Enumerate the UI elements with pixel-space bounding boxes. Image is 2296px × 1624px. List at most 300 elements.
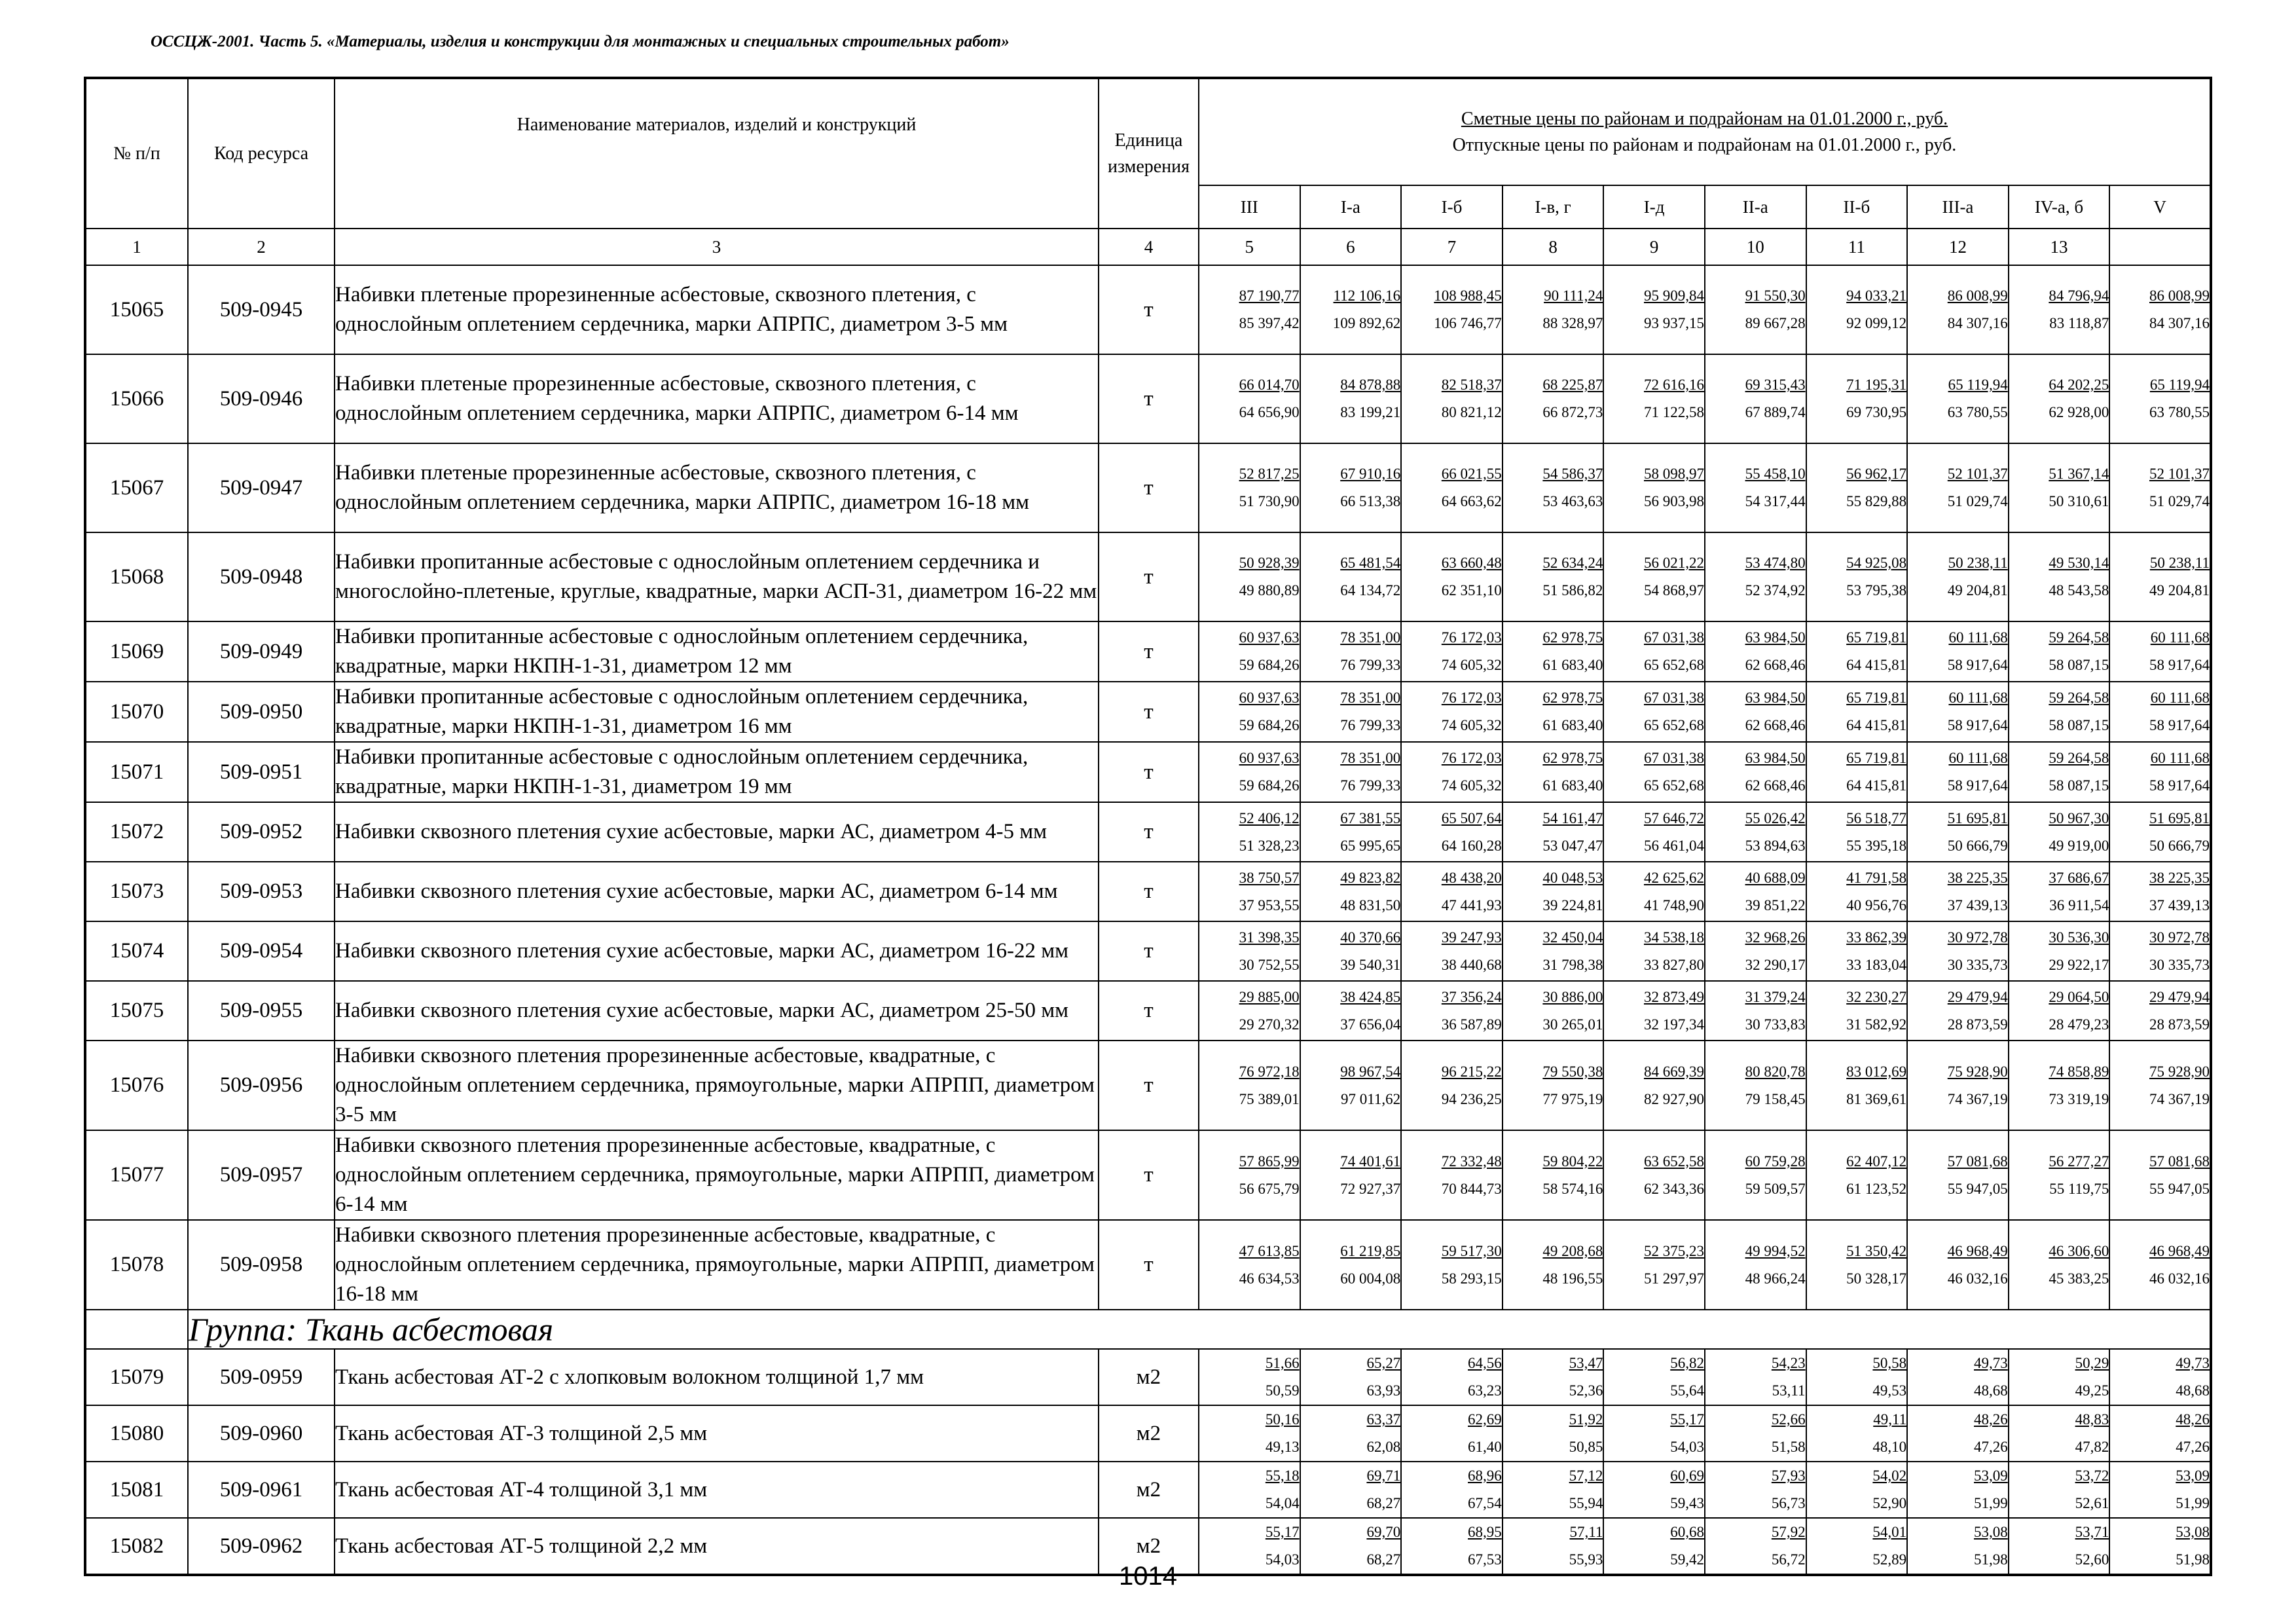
release-price: 54,03	[1265, 1551, 1300, 1568]
release-price: 61 123,52	[1846, 1180, 1907, 1197]
resource-code: 509-0958	[188, 1220, 335, 1310]
estimated-price: 49,11	[1873, 1411, 1907, 1428]
estimated-price: 65 719,81	[1846, 690, 1907, 706]
row-number: 15069	[85, 621, 188, 682]
release-price: 29 922,17	[2049, 956, 2109, 973]
price-cell	[1907, 532, 2009, 621]
table-row	[85, 1405, 2211, 1462]
price-cell	[2009, 621, 2110, 682]
row-number: 15073	[85, 862, 188, 921]
price-cell	[1401, 443, 1503, 532]
estimated-price: 75 928,90	[1947, 1063, 2008, 1080]
release-price: 52,36	[1569, 1382, 1603, 1399]
header-region: IV-а, б	[2009, 185, 2110, 229]
release-price: 62 343,36	[1643, 1180, 1704, 1197]
release-price: 50 310,61	[2049, 493, 2109, 509]
release-price: 49,13	[1265, 1439, 1300, 1455]
price-cell	[1503, 862, 1604, 921]
row-number: 15068	[85, 532, 188, 621]
resource-code: 509-0947	[188, 443, 335, 532]
table-row	[85, 443, 2211, 532]
release-price: 74 605,32	[1441, 657, 1502, 673]
release-price: 51 297,97	[1643, 1270, 1704, 1287]
estimated-price: 65,27	[1366, 1355, 1401, 1371]
price-cell	[1199, 443, 1300, 532]
price-cell	[1199, 621, 1300, 682]
price-cell	[1603, 354, 1705, 443]
release-price: 62 668,46	[1745, 777, 1806, 794]
estimated-price: 59 264,58	[2049, 750, 2109, 766]
price-cell	[1503, 1041, 1604, 1130]
estimated-price: 59 804,22	[1542, 1153, 1603, 1170]
price-cell	[1705, 1349, 1806, 1405]
price-cell	[1503, 921, 1604, 981]
price-cell	[1401, 354, 1503, 443]
header-prices	[1199, 78, 2211, 185]
release-price: 56 461,04	[1643, 837, 1704, 854]
release-price: 37 953,55	[1239, 896, 1300, 913]
price-cell	[1603, 862, 1705, 921]
release-price: 59 509,57	[1745, 1180, 1806, 1197]
price-cell	[2109, 265, 2211, 354]
header-col-number: 5	[1199, 229, 1300, 265]
release-price: 65 652,68	[1643, 717, 1704, 733]
estimated-price: 78 351,00	[1340, 690, 1401, 706]
price-cell	[2109, 621, 2211, 682]
price-cell	[1300, 443, 1402, 532]
unit: т	[1099, 802, 1199, 862]
estimated-price: 49 530,14	[2049, 555, 2109, 571]
release-price: 39 851,22	[1745, 896, 1806, 913]
release-price: 30 733,83	[1745, 1016, 1806, 1033]
estimated-price: 65 719,81	[1846, 629, 1907, 646]
header-region: I-б	[1401, 185, 1503, 229]
price-cell	[2109, 682, 2211, 742]
page-number: 1014	[1119, 1562, 1177, 1591]
price-cell	[2109, 862, 2211, 921]
estimated-price: 40 048,53	[1542, 869, 1603, 886]
estimated-price: 32 450,04	[1542, 929, 1603, 946]
price-cell	[1705, 265, 1806, 354]
price-cell	[1300, 742, 1402, 802]
release-price: 49 919,00	[2049, 837, 2109, 854]
unit: т	[1099, 532, 1199, 621]
release-price: 41 748,90	[1643, 896, 1704, 913]
estimated-price: 50,58	[1872, 1355, 1907, 1371]
estimated-price: 64,56	[1468, 1355, 1502, 1371]
row-number: 15075	[85, 981, 188, 1041]
material-name: Ткань асбестовая АТ-4 толщиной 3,1 мм	[335, 1462, 1099, 1518]
unit: м2	[1099, 1518, 1199, 1575]
price-cell	[1300, 1220, 1402, 1310]
price-cell	[1300, 621, 1402, 682]
release-price: 62 668,46	[1745, 717, 1806, 733]
price-cell	[1603, 532, 1705, 621]
price-cell	[2009, 443, 2110, 532]
material-name: Набивки сквозного плетения прорезиненные асбестовые, квадратные, с однослойным оплетением сердечника, прямоугольные, марки АПРПП, диаметром 6-14 мм	[335, 1130, 1099, 1220]
release-price: 54,04	[1265, 1495, 1300, 1511]
estimated-price: 51,92	[1569, 1411, 1603, 1428]
price-cell	[1300, 265, 1402, 354]
price-cell	[1401, 862, 1503, 921]
release-price: 28 479,23	[2049, 1016, 2109, 1033]
price-cell	[1705, 621, 1806, 682]
material-name: Набивки пропитанные асбестовые с однослойным оплетением сердечника и многослойно-плетеные, круглые, квадратные, марки АСП-31, диаметром 16-22 мм	[335, 532, 1099, 621]
release-price: 30 752,55	[1239, 956, 1300, 973]
estimated-price: 29 479,94	[2149, 988, 2210, 1005]
release-price: 36 587,89	[1441, 1016, 1502, 1033]
header-col-unit: Единица измерения	[1099, 78, 1199, 229]
release-price: 53 047,47	[1542, 837, 1603, 854]
release-price: 50 328,17	[1846, 1270, 1907, 1287]
row-number: 15072	[85, 802, 188, 862]
header-prices-line1: Сметные цены по районам и подрайонам на 01.01.2000 г., руб.	[1461, 108, 1948, 129]
estimated-price: 57,93	[1771, 1467, 1806, 1484]
header-region: II-а	[1705, 185, 1806, 229]
header-col-no: № п/п	[85, 78, 188, 229]
release-price: 64 415,81	[1846, 777, 1907, 794]
price-cell	[1806, 981, 1908, 1041]
table-row	[85, 802, 2211, 862]
release-price: 81 369,61	[1846, 1090, 1907, 1107]
price-cell	[2009, 265, 2110, 354]
price-cell	[1806, 532, 1908, 621]
estimated-price: 57,92	[1771, 1524, 1806, 1540]
price-cell	[1503, 1220, 1604, 1310]
release-price: 64 134,72	[1340, 582, 1401, 599]
price-cell	[1401, 1130, 1503, 1220]
estimated-price: 57 865,99	[1239, 1153, 1300, 1170]
release-price: 58 917,64	[2149, 777, 2210, 794]
row-number: 15065	[85, 265, 188, 354]
table-row	[85, 1462, 2211, 1518]
release-price: 51 029,74	[2149, 493, 2210, 509]
release-price: 48 831,50	[1340, 896, 1401, 913]
estimated-price: 40 688,09	[1745, 869, 1806, 886]
header-region: I-в, г	[1503, 185, 1604, 229]
estimated-price: 32 230,27	[1846, 988, 1907, 1005]
price-cell	[1705, 354, 1806, 443]
price-cell	[1603, 443, 1705, 532]
estimated-price: 80 820,78	[1745, 1063, 1806, 1080]
release-price: 97 011,62	[1341, 1090, 1401, 1107]
price-cell	[1199, 742, 1300, 802]
release-price: 52,61	[2075, 1495, 2109, 1511]
release-price: 32 290,17	[1745, 956, 1806, 973]
release-price: 62 928,00	[2049, 404, 2109, 420]
estimated-price: 38 225,35	[1947, 869, 2008, 886]
estimated-price: 60 937,63	[1239, 750, 1300, 766]
price-cell	[1705, 1220, 1806, 1310]
estimated-price: 53,71	[2075, 1524, 2109, 1540]
estimated-price: 60 111,68	[1948, 750, 2008, 766]
estimated-price: 57,11	[1569, 1524, 1603, 1540]
estimated-price: 51 695,81	[2149, 809, 2210, 826]
header-col-number: 10	[1705, 229, 1806, 265]
release-price: 39 224,81	[1542, 896, 1603, 913]
material-name: Набивки плетеные прорезиненные асбестовые, сквозного плетения, с однослойным оплетением сердечника, марки АПРПС, диаметром 3-5 мм	[335, 265, 1099, 354]
estimated-price: 98 967,54	[1340, 1063, 1401, 1080]
estimated-price: 60 937,63	[1239, 629, 1300, 646]
unit: т	[1099, 265, 1199, 354]
price-cell	[1503, 802, 1604, 862]
estimated-price: 60 111,68	[2150, 690, 2210, 706]
estimated-price: 42 625,62	[1643, 869, 1704, 886]
header-col-number: 12	[1907, 229, 2009, 265]
release-price: 52,90	[1872, 1495, 1907, 1511]
estimated-price: 41 791,58	[1846, 869, 1907, 886]
estimated-price: 29 479,94	[1947, 988, 2008, 1005]
estimated-price: 76 972,18	[1239, 1063, 1300, 1080]
table-body	[85, 265, 2211, 1575]
estimated-price: 69 315,43	[1745, 377, 1806, 393]
estimated-price: 65 119,94	[2149, 377, 2210, 393]
table-row	[85, 1349, 2211, 1405]
price-cell	[2009, 802, 2110, 862]
row-number: 15076	[85, 1041, 188, 1130]
release-price: 65 995,65	[1340, 837, 1401, 854]
release-price: 70 844,73	[1441, 1180, 1502, 1197]
estimated-price: 39 247,93	[1441, 929, 1502, 946]
price-cell	[2009, 862, 2110, 921]
estimated-price: 49 208,68	[1542, 1242, 1603, 1259]
header-region: II-б	[1806, 185, 1908, 229]
release-price: 33 827,80	[1643, 956, 1704, 973]
release-price: 67,54	[1468, 1495, 1502, 1511]
estimated-price: 49,73	[1974, 1355, 2008, 1371]
price-cell	[1199, 1220, 1300, 1310]
release-price: 59,42	[1670, 1551, 1704, 1568]
price-cell	[1705, 921, 1806, 981]
estimated-price: 69,70	[1366, 1524, 1401, 1540]
price-cell	[2109, 532, 2211, 621]
price-cell	[2009, 1041, 2110, 1130]
estimated-price: 75 928,90	[2149, 1063, 2210, 1080]
price-cell	[1199, 682, 1300, 742]
release-price: 51 586,82	[1542, 582, 1603, 599]
row-number: 15071	[85, 742, 188, 802]
release-price: 58 917,64	[1947, 657, 2008, 673]
release-price: 46 032,16	[1947, 1270, 2008, 1287]
release-price: 37 439,13	[1947, 896, 2008, 913]
estimated-price: 31 379,24	[1745, 988, 1806, 1005]
row-number: 15067	[85, 443, 188, 532]
price-cell	[1907, 981, 2009, 1041]
estimated-price: 67 031,38	[1643, 750, 1704, 766]
release-price: 65 652,68	[1643, 657, 1704, 673]
release-price: 66 872,73	[1542, 404, 1603, 420]
estimated-price: 51 695,81	[1947, 809, 2008, 826]
release-price: 58 917,64	[1947, 717, 2008, 733]
price-cell	[1806, 265, 1908, 354]
price-cell	[1806, 1462, 1908, 1518]
estimated-price: 30 536,30	[2049, 929, 2109, 946]
header-region: I-а	[1300, 185, 1402, 229]
release-price: 48 966,24	[1745, 1270, 1806, 1287]
material-name: Набивки пропитанные асбестовые с однослойным оплетением сердечника, квадратные, марки НКПН-1-31, диаметром 19 мм	[335, 742, 1099, 802]
release-price: 49 204,81	[1947, 582, 2008, 599]
release-price: 51,99	[2176, 1495, 2210, 1511]
estimated-price: 46 968,49	[1947, 1242, 2008, 1259]
price-cell	[1907, 1462, 2009, 1518]
price-cell	[1806, 1220, 1908, 1310]
estimated-price: 53,08	[1974, 1524, 2008, 1540]
material-name: Набивки сквозного плетения прорезиненные асбестовые, квадратные, с однослойным оплетением сердечника, прямоугольные, марки АПРПП, диаметром 16-18 мм	[335, 1220, 1099, 1310]
price-cell	[1401, 1349, 1503, 1405]
estimated-price: 59 517,30	[1441, 1242, 1502, 1259]
price-cell	[1401, 1405, 1503, 1462]
estimated-price: 84 796,94	[2049, 287, 2109, 304]
estimated-price: 65 507,64	[1441, 809, 1502, 826]
header-prices-line2: Отпускные цены по районам и подрайонам на 01.01.2000 г., руб.	[1452, 134, 1957, 155]
release-price: 85 397,42	[1239, 315, 1300, 331]
estimated-price: 52 406,12	[1239, 809, 1300, 826]
release-price: 58 574,16	[1542, 1180, 1603, 1197]
price-cell	[1806, 443, 1908, 532]
document-header: ОССЦЖ-2001. Часть 5. «Материалы, изделия и конструкции для монтажных и специальных строительных работ»	[151, 33, 1010, 50]
header-col-number: 1	[85, 229, 188, 265]
release-price: 47 441,93	[1441, 896, 1502, 913]
release-price: 30 335,73	[2149, 956, 2210, 973]
estimated-price: 95 909,84	[1643, 287, 1704, 304]
release-price: 69 730,95	[1846, 404, 1907, 420]
price-cell	[1907, 1220, 2009, 1310]
price-cell	[1806, 621, 1908, 682]
release-price: 55 395,18	[1846, 837, 1907, 854]
release-price: 79 158,45	[1745, 1090, 1806, 1107]
estimated-price: 55,17	[1670, 1411, 1704, 1428]
price-cell	[1300, 1130, 1402, 1220]
price-cell	[1199, 802, 1300, 862]
price-cell	[1199, 1349, 1300, 1405]
release-price: 33 183,04	[1846, 956, 1907, 973]
estimated-price: 53 474,80	[1745, 555, 1806, 571]
estimated-price: 49 823,82	[1340, 869, 1401, 886]
table-row	[85, 1220, 2211, 1310]
price-cell	[1199, 1041, 1300, 1130]
price-cell	[2109, 742, 2211, 802]
table-row	[85, 862, 2211, 921]
release-price: 53 795,38	[1846, 582, 1907, 599]
price-cell	[1300, 354, 1402, 443]
material-name: Набивки сквозного плетения сухие асбестовые, марки АС, диаметром 4-5 мм	[335, 802, 1099, 862]
price-cell	[1603, 742, 1705, 802]
estimated-price: 48,26	[2176, 1411, 2210, 1428]
estimated-price: 63 984,50	[1745, 690, 1806, 706]
release-price: 63 780,55	[2149, 404, 2210, 420]
resource-code: 509-0957	[188, 1130, 335, 1220]
resource-code: 509-0956	[188, 1041, 335, 1130]
row-number: 15066	[85, 354, 188, 443]
price-cell	[1603, 1405, 1705, 1462]
release-price: 48,68	[2176, 1382, 2210, 1399]
price-table	[84, 77, 2212, 1576]
release-price: 84 307,16	[1947, 315, 2008, 331]
unit: м2	[1099, 1349, 1199, 1405]
material-name: Ткань асбестовая АТ-3 толщиной 2,5 мм	[335, 1405, 1099, 1462]
estimated-price: 46 968,49	[2149, 1242, 2210, 1259]
price-cell	[2109, 1405, 2211, 1462]
release-price: 36 911,54	[2049, 896, 2109, 913]
release-price: 49 204,81	[2149, 582, 2210, 599]
estimated-price: 94 033,21	[1846, 287, 1907, 304]
estimated-price: 62 978,75	[1542, 690, 1603, 706]
estimated-price: 51,66	[1265, 1355, 1300, 1371]
release-price: 51,98	[2176, 1551, 2210, 1568]
release-price: 58 917,64	[2149, 717, 2210, 733]
release-price: 37 439,13	[2149, 896, 2210, 913]
release-price: 64 656,90	[1239, 404, 1300, 420]
estimated-price: 30 886,00	[1542, 988, 1603, 1005]
price-cell	[1401, 265, 1503, 354]
resource-code: 509-0950	[188, 682, 335, 742]
price-cell	[1907, 1041, 2009, 1130]
estimated-price: 37 356,24	[1441, 988, 1502, 1005]
row-number: 15080	[85, 1405, 188, 1462]
price-cell	[2009, 1130, 2110, 1220]
price-cell	[1300, 1462, 1402, 1518]
release-price: 52,60	[2075, 1551, 2109, 1568]
material-name: Ткань асбестовая АТ-5 толщиной 2,2 мм	[335, 1518, 1099, 1575]
resource-code: 509-0951	[188, 742, 335, 802]
release-price: 38 440,68	[1441, 956, 1502, 973]
estimated-price: 65 119,94	[1948, 377, 2008, 393]
estimated-price: 84 878,88	[1340, 377, 1401, 393]
material-name: Набивки плетеные прорезиненные асбестовые, сквозного плетения, с однослойным оплетением сердечника, марки АПРПС, диаметром 6-14 мм	[335, 354, 1099, 443]
price-cell	[2009, 354, 2110, 443]
estimated-price: 53,47	[1569, 1355, 1603, 1371]
release-price: 109 892,62	[1332, 315, 1401, 331]
estimated-price: 55,17	[1265, 1524, 1300, 1540]
estimated-price: 47 613,85	[1239, 1242, 1300, 1259]
price-cell	[1603, 981, 1705, 1041]
estimated-price: 50,29	[2075, 1355, 2109, 1371]
material-name: Набивки плетеные прорезиненные асбестовые, сквозного плетения, с однослойным оплетением сердечника, марки АПРПС, диаметром 16-18 мм	[335, 443, 1099, 532]
price-cell	[1705, 802, 1806, 862]
estimated-price: 90 111,24	[1544, 287, 1603, 304]
release-price: 52,89	[1872, 1551, 1907, 1568]
estimated-price: 96 215,22	[1441, 1063, 1502, 1080]
release-price: 74 605,32	[1441, 717, 1502, 733]
price-cell	[2109, 802, 2211, 862]
price-cell	[1907, 742, 2009, 802]
release-price: 94 236,25	[1441, 1090, 1502, 1107]
estimated-price: 86 008,99	[2149, 287, 2210, 304]
release-price: 31 798,38	[1542, 956, 1603, 973]
estimated-price: 82 518,37	[1441, 377, 1502, 393]
estimated-price: 60,68	[1670, 1524, 1704, 1540]
estimated-price: 65 481,54	[1340, 555, 1401, 571]
price-cell	[1300, 532, 1402, 621]
estimated-price: 86 008,99	[1947, 287, 2008, 304]
estimated-price: 57 081,68	[2149, 1153, 2210, 1170]
release-price: 55 119,75	[2049, 1180, 2109, 1197]
price-cell	[1300, 802, 1402, 862]
price-cell	[1907, 682, 2009, 742]
release-price: 51,98	[1974, 1551, 2008, 1568]
release-price: 93 937,15	[1643, 315, 1704, 331]
estimated-price: 67 031,38	[1643, 690, 1704, 706]
estimated-price: 58 098,97	[1643, 466, 1704, 482]
estimated-price: 55,18	[1265, 1467, 1300, 1484]
estimated-price: 38 225,35	[2149, 869, 2210, 886]
table-row	[85, 1041, 2211, 1130]
estimated-price: 32 873,49	[1643, 988, 1704, 1005]
price-cell	[1603, 1462, 1705, 1518]
price-cell	[1503, 354, 1604, 443]
price-cell	[1300, 682, 1402, 742]
price-cell	[1300, 921, 1402, 981]
